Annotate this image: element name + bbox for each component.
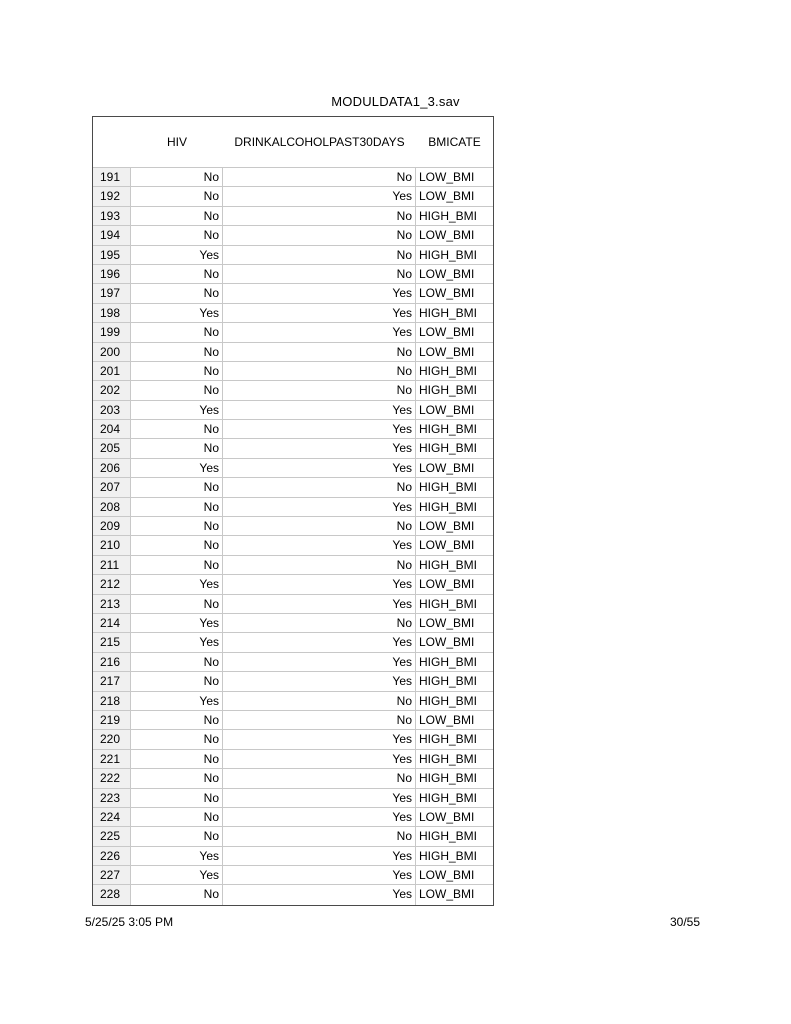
drinkalcohol-cell: Yes (223, 633, 416, 651)
bmicate-cell: LOW_BMI (419, 635, 475, 650)
drinkalcohol-cell: No (223, 517, 416, 535)
hiv-cell: No (131, 672, 223, 690)
row-number-cell: 211 (93, 556, 131, 574)
table-row (93, 284, 493, 303)
row-number-cell: 221 (93, 750, 131, 768)
drinkalcohol-cell: Yes (223, 847, 416, 865)
hiv-cell: Yes (131, 246, 223, 264)
row-number-cell: 199 (93, 323, 131, 341)
table-row (93, 769, 493, 788)
table-row (93, 575, 493, 594)
table-row (93, 789, 493, 808)
bmicate-cell: HIGH_BMI (419, 441, 478, 456)
hiv-cell: No (131, 381, 223, 399)
hiv-cell: No (131, 556, 223, 574)
row-number-cell: 226 (93, 847, 131, 865)
hiv-cell: No (131, 827, 223, 845)
hiv-cell: No (131, 187, 223, 205)
row-number-cell: 210 (93, 536, 131, 554)
bmicate-cell: LOW_BMI (419, 228, 475, 243)
drinkalcohol-cell: Yes (223, 284, 416, 302)
table-row (93, 808, 493, 827)
row-number-cell: 195 (93, 246, 131, 264)
drinkalcohol-cell: Yes (223, 187, 416, 205)
drinkalcohol-cell: No (223, 207, 416, 225)
bmicate-cell: LOW_BMI (419, 286, 475, 301)
drinkalcohol-cell: No (223, 246, 416, 264)
hiv-cell: No (131, 478, 223, 496)
bmicate-cell: LOW_BMI (419, 712, 475, 727)
hiv-cell: No (131, 808, 223, 826)
bmicate-cell: LOW_BMI (419, 325, 475, 340)
bmicate-cell: LOW_BMI (419, 615, 475, 630)
bmicate-cell: HIGH_BMI (419, 557, 478, 572)
row-number-cell: 198 (93, 304, 131, 322)
drinkalcohol-cell: Yes (223, 420, 416, 438)
bmicate-cell: HIGH_BMI (419, 751, 478, 766)
table-row (93, 362, 493, 381)
hiv-cell: Yes (131, 866, 223, 884)
hiv-cell: No (131, 885, 223, 904)
drinkalcohol-cell: Yes (223, 575, 416, 593)
bmicate-cell: HIGH_BMI (419, 383, 478, 398)
table-row (93, 692, 493, 711)
bmicate-cell: HIGH_BMI (419, 247, 478, 262)
bmicate-cell: LOW_BMI (419, 266, 475, 281)
hiv-cell: No (131, 439, 223, 457)
bmicate-cell: HIGH_BMI (419, 771, 478, 786)
table-row (93, 672, 493, 691)
table-row (93, 827, 493, 846)
drinkalcohol-cell: No (223, 478, 416, 496)
row-number-cell: 193 (93, 207, 131, 225)
drinkalcohol-cell: No (223, 265, 416, 283)
hiv-cell: No (131, 207, 223, 225)
drinkalcohol-cell: Yes (223, 304, 416, 322)
drinkalcohol-cell: Yes (223, 730, 416, 748)
row-number-cell: 201 (93, 362, 131, 380)
drinkalcohol-cell: No (223, 711, 416, 729)
bmicate-cell: HIGH_BMI (419, 480, 478, 495)
drinkalcohol-cell: Yes (223, 866, 416, 884)
table-row (93, 323, 493, 342)
table-row (93, 633, 493, 652)
drinkalcohol-cell: No (223, 692, 416, 710)
hiv-cell: No (131, 226, 223, 244)
bmicate-cell: HIGH_BMI (419, 674, 478, 689)
row-number-cell: 208 (93, 498, 131, 516)
bmicate-cell: HIGH_BMI (419, 829, 478, 844)
drinkalcohol-cell: No (223, 362, 416, 380)
table-row (93, 730, 493, 749)
bmicate-cell: LOW_BMI (419, 402, 475, 417)
table-row (93, 750, 493, 769)
hiv-cell: No (131, 517, 223, 535)
hiv-cell: No (131, 168, 223, 186)
drinkalcohol-cell: Yes (223, 885, 416, 904)
bmicate-cell: LOW_BMI (419, 809, 475, 824)
row-number-cell: 203 (93, 401, 131, 419)
hiv-cell: Yes (131, 692, 223, 710)
bmicate-cell: LOW_BMI (419, 170, 475, 184)
data-table (92, 116, 494, 906)
drinkalcohol-cell: Yes (223, 672, 416, 690)
bmicate-cell: HIGH_BMI (419, 790, 478, 805)
bmicate-cell: HIGH_BMI (419, 732, 478, 747)
bmicate-cell: LOW_BMI (419, 519, 475, 534)
row-number-cell: 202 (93, 381, 131, 399)
row-number-cell: 215 (93, 633, 131, 651)
row-number-cell: 220 (93, 730, 131, 748)
table-row (93, 536, 493, 555)
drinkalcohol-cell: Yes (223, 439, 416, 457)
drinkalcohol-cell: No (223, 614, 416, 632)
hiv-cell: No (131, 730, 223, 748)
row-number-cell: 197 (93, 284, 131, 302)
table-row (93, 653, 493, 672)
hiv-cell: No (131, 536, 223, 554)
table-row (93, 498, 493, 517)
bmicate-cell: HIGH_BMI (419, 422, 478, 437)
drinkalcohol-cell: No (223, 556, 416, 574)
table-row (93, 381, 493, 400)
row-number-cell: 192 (93, 187, 131, 205)
bmicate-cell: HIGH_BMI (419, 596, 478, 611)
row-number-cell: 212 (93, 575, 131, 593)
drinkalcohol-cell: No (223, 827, 416, 845)
table-row (93, 595, 493, 614)
row-number-cell: 191 (93, 168, 131, 186)
hiv-cell: Yes (131, 459, 223, 477)
row-number-cell: 223 (93, 789, 131, 807)
table-row (93, 226, 493, 245)
hiv-cell: Yes (131, 614, 223, 632)
hiv-cell: No (131, 343, 223, 361)
drinkalcohol-cell: Yes (223, 323, 416, 341)
hiv-cell: No (131, 595, 223, 613)
bmicate-cell: HIGH_BMI (419, 208, 478, 223)
drinkalcohol-cell: No (223, 769, 416, 787)
table-row (93, 401, 493, 420)
row-number-cell: 218 (93, 692, 131, 710)
bmicate-cell: HIGH_BMI (419, 499, 478, 514)
bmicate-cell: LOW_BMI (419, 538, 475, 553)
hiv-cell: No (131, 362, 223, 380)
drinkalcohol-cell: Yes (223, 595, 416, 613)
table-row (93, 439, 493, 458)
bmicate-cell: LOW_BMI (419, 344, 475, 359)
hiv-cell: No (131, 323, 223, 341)
table-row (93, 517, 493, 536)
table-row (93, 187, 493, 206)
bmicate-cell: HIGH_BMI (419, 848, 478, 863)
drinkalcohol-cell: Yes (223, 808, 416, 826)
row-number-cell: 209 (93, 517, 131, 535)
table-row (93, 420, 493, 439)
hiv-cell: Yes (131, 633, 223, 651)
column-header-drinkalcoholpast30days: DRINKALCOHOLPAST30DAYS (234, 135, 405, 149)
hiv-cell: No (131, 769, 223, 787)
footer-page-number: 30/55 (669, 915, 700, 929)
table-row (93, 207, 493, 226)
table-row (93, 265, 493, 284)
row-number-cell: 206 (93, 459, 131, 477)
bmicate-cell: HIGH_BMI (419, 693, 478, 708)
bmicate-cell: HIGH_BMI (419, 305, 478, 320)
bmicate-cell: LOW_BMI (419, 868, 475, 883)
bmicate-cell: LOW_BMI (419, 577, 475, 592)
row-number-cell: 224 (93, 808, 131, 826)
drinkalcohol-cell: No (223, 381, 416, 399)
table-row (93, 866, 493, 885)
hiv-cell: No (131, 265, 223, 283)
hiv-cell: Yes (131, 401, 223, 419)
table-header-row (93, 117, 493, 168)
row-number-cell: 217 (93, 672, 131, 690)
table-row (93, 478, 493, 497)
row-number-cell: 222 (93, 769, 131, 787)
row-number-cell: 228 (93, 885, 131, 904)
table-body (93, 168, 493, 905)
table-row (93, 847, 493, 866)
drinkalcohol-cell: No (223, 168, 416, 186)
table-row (93, 304, 493, 323)
table-row (93, 168, 493, 187)
row-number-cell: 227 (93, 866, 131, 884)
hiv-cell: Yes (131, 304, 223, 322)
hiv-cell: No (131, 498, 223, 516)
drinkalcohol-cell: Yes (223, 789, 416, 807)
row-number-cell: 207 (93, 478, 131, 496)
drinkalcohol-cell: No (223, 343, 416, 361)
row-number-cell: 216 (93, 653, 131, 671)
hiv-cell: No (131, 420, 223, 438)
row-number-cell: 225 (93, 827, 131, 845)
hiv-cell: No (131, 789, 223, 807)
drinkalcohol-cell: Yes (223, 536, 416, 554)
table-row (93, 343, 493, 362)
drinkalcohol-cell: Yes (223, 401, 416, 419)
footer-datetime: 5/25/25 3:05 PM (85, 915, 174, 929)
row-number-cell: 196 (93, 265, 131, 283)
row-number-cell: 200 (93, 343, 131, 361)
hiv-cell: No (131, 653, 223, 671)
table-row (93, 885, 493, 904)
document-title: MODULDATA1_3.sav (331, 94, 460, 109)
hiv-cell: Yes (131, 575, 223, 593)
drinkalcohol-cell: Yes (223, 498, 416, 516)
bmicate-cell: LOW_BMI (419, 189, 475, 204)
row-number-cell: 204 (93, 420, 131, 438)
column-header-bmicate: BMICATE (428, 135, 481, 149)
column-header-hiv: HIV (166, 135, 187, 149)
drinkalcohol-cell: Yes (223, 653, 416, 671)
hiv-cell: No (131, 284, 223, 302)
bmicate-cell: LOW_BMI (419, 460, 475, 475)
drinkalcohol-cell: No (223, 226, 416, 244)
table-row (93, 246, 493, 265)
drinkalcohol-cell: Yes (223, 459, 416, 477)
hiv-cell: No (131, 750, 223, 768)
row-number-cell: 214 (93, 614, 131, 632)
hiv-cell: No (131, 711, 223, 729)
drinkalcohol-cell: Yes (223, 750, 416, 768)
row-number-cell: 205 (93, 439, 131, 457)
row-number-cell: 219 (93, 711, 131, 729)
table-row (93, 614, 493, 633)
hiv-cell: Yes (131, 847, 223, 865)
bmicate-cell: HIGH_BMI (419, 654, 478, 669)
table-row (93, 459, 493, 478)
table-row (93, 711, 493, 730)
table-row (93, 556, 493, 575)
row-number-cell: 194 (93, 226, 131, 244)
bmicate-cell: HIGH_BMI (419, 363, 478, 378)
row-number-cell: 213 (93, 595, 131, 613)
bmicate-cell: LOW_BMI (419, 887, 475, 902)
